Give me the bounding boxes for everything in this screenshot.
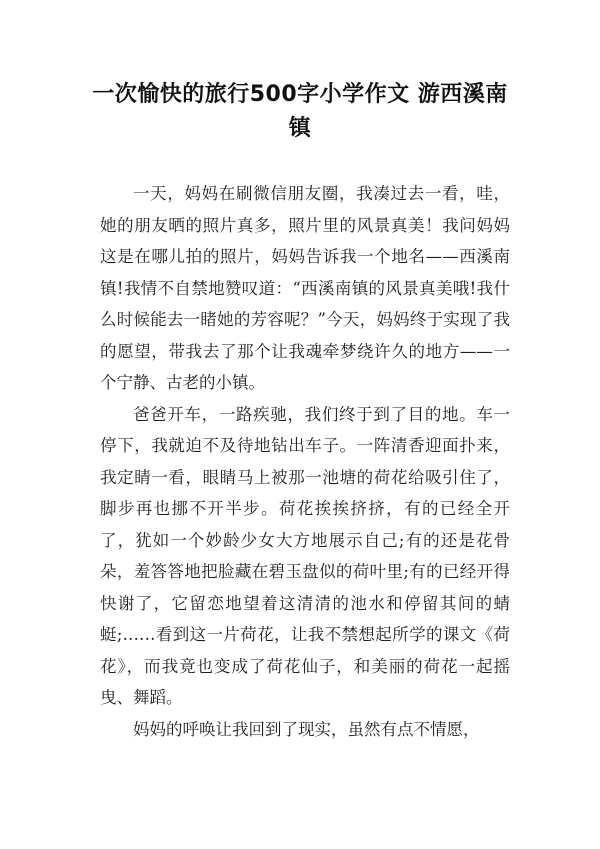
paragraph-3: 妈妈的呼唤让我回到了现实，虽然有点不情愿， (133, 719, 480, 739)
paragraph-2: 爸爸开车，一路疾驰，我们终于到了目的地。车一停下，我就迫不及待地钻出车子。一阵清香迎面扑来，我定睛一看，眼睛马上被那一池塘的荷花给吸引住了，脚步再也挪不开半步。荷花挨挨挤挤，有的已经全开了，犹如一个妙龄少女大方地展示自己;有的还是花骨朵，羞答答地把脸藏在碧玉盘似的荷叶里;有的已经开得快谢了，它留恋地望着这清清的池水和停留其间的蜻蜓;……看到这一片荷花，让我不禁想起所学的课文《荷花》，而我竟也变成了荷花仙子，和美丽的荷花一起摇曳、舞蹈。 (100, 404, 510, 707)
paragraph-1: 一天，妈妈在刷微信朋友圈，我凑过去一看，哇，她的朋友晒的照片真多，照片里的风景真美！我问妈妈这是在哪儿拍的照片，妈妈告诉我一个地名——西溪南镇!我情不自禁地赞叹道：“西溪南镇的风景真美哦!我什么时候能去一睹她的芳容呢？”今天，妈妈终于实现了我的愿望，带我去了那个让我魂牵梦绕许久的地方——一个宁静、古老的小镇。 (100, 184, 510, 392)
document-body (100, 178, 510, 745)
document-title: 一次愉快的旅行500字小学作文 游西溪南镇 (92, 82, 508, 141)
